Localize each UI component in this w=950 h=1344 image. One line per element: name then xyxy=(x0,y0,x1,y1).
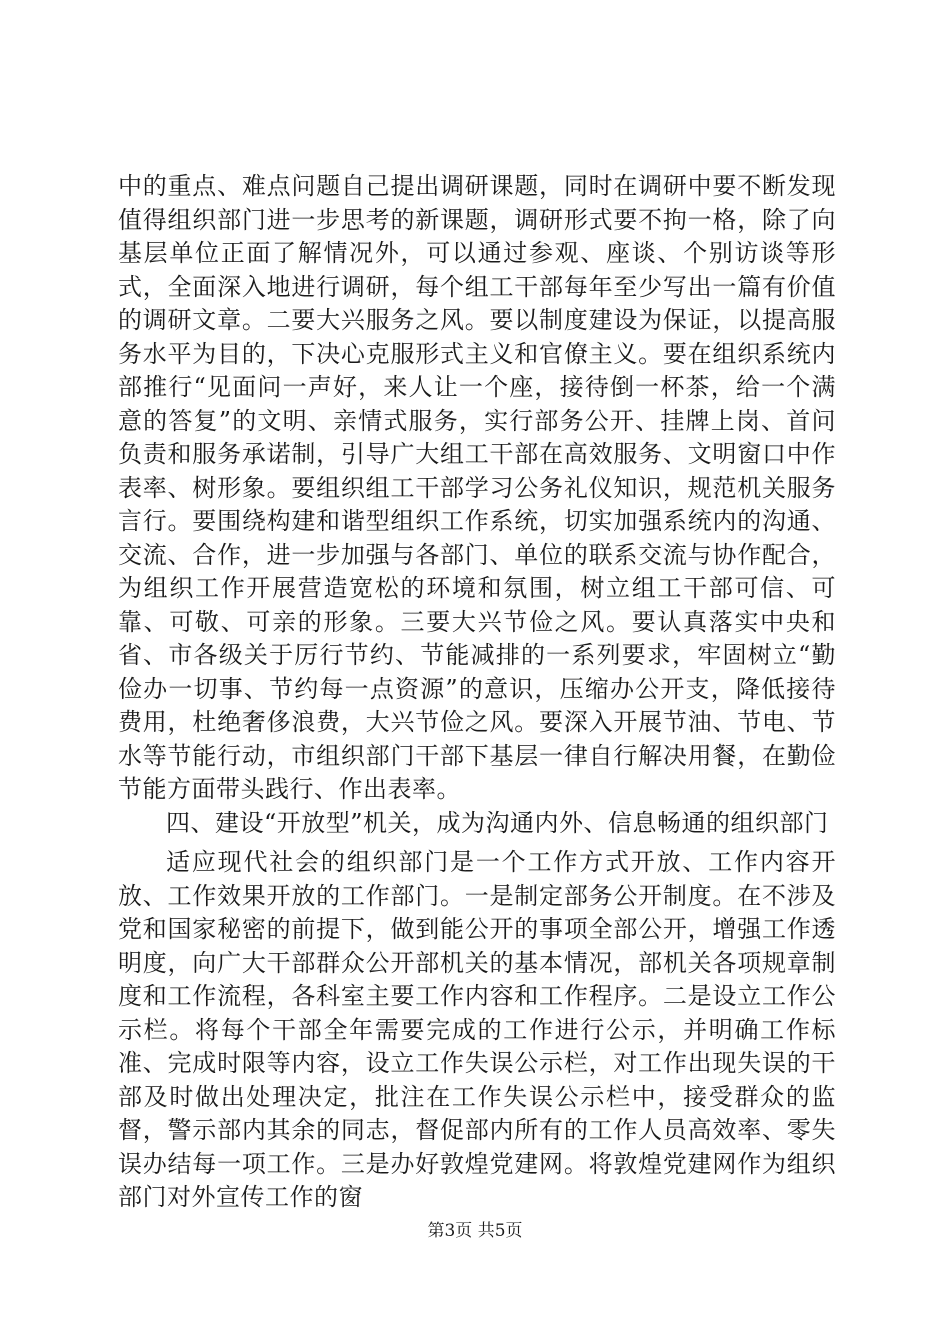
page-footer: 第3页 共5页 xyxy=(427,1221,523,1241)
section-heading: 四、建设“开放型”机关，成为沟通内外、信息畅通的组织部门 xyxy=(166,808,829,837)
paragraph: 适应现代社会的组织部门是一个工作方式开放、工作内容开放、工作效果开放的工作部门。一是制定部务公开制度。在不涉及党和国家秘密的前提下，做到能公开的事项全部公开，增强工作透明度，向广大干部群众公开部机关的基本情况，部机关各项规章制度和工作流程，各科室主要工作内容和工作程序。二是设立工作公示栏。将每个干部全年需要完成的工作进行公示，并明确工作标准、完成时限等内容，设立工作失误公示栏，对工作出现失误的干部及时做出处理决定，批注在工作失误公示栏中，接受群众的监督，警示部内其余的同志，督促部内所有的工作人员高效率、零失误办结每一项工作。三是办好敦煌党建网。将敦煌党建网作为组织部门对外宣传工作的窗 xyxy=(118,848,836,1211)
document-body xyxy=(118,170,836,1215)
paragraph-continuation: 中的重点、难点问题自己提出调研课题，同时在调研中要不断发现值得组织部门进一步思考的新课题，调研形式要不拘一格，除了向基层单位正面了解情况外，可以通过参观、座谈、个别访谈等形式，全面深入地进行调研，每个组工干部每年至少写出一篇有价值的调研文章。二要大兴服务之风。要以制度建设为保证，以提高服务水平为目的，下决心克服形式主义和官僚主义。要在组织系统内部推行“见面问一声好，来人让一个座，接待倒一杯茶，给一个满意的答复”的文明、亲情式服务，实行部务公开、挂牌上岗、首问负责和服务承诺制，引导广大组工干部在高效服务、文明窗口中作表率、树形象。要组织组工干部学习公务礼仪知识，规范机关服务言行。要围绕构建和谐型组织工作系统，切实加强系统内的沟通、交流、合作，进一步加强与各部门、单位的联系交流与协作配合，为组织工作开展营造宽松的环境和氛围，树立组工干部可信、可靠、可敬、可亲的形象。三要大兴节俭之风。要认真落实中央和省、市各级关于厉行节约、节能减排的一系列要求，牢固树立“勤俭办一切事、节约每一点资源”的意识，压缩办公开支，降低接待费用，杜绝奢侈浪费，大兴节俭之风。要深入开展节油、节电、节水等节能行动，市组织部门干部下基层一律自行解决用餐，在勤俭节能方面带头践行、作出表率。 xyxy=(118,172,836,803)
